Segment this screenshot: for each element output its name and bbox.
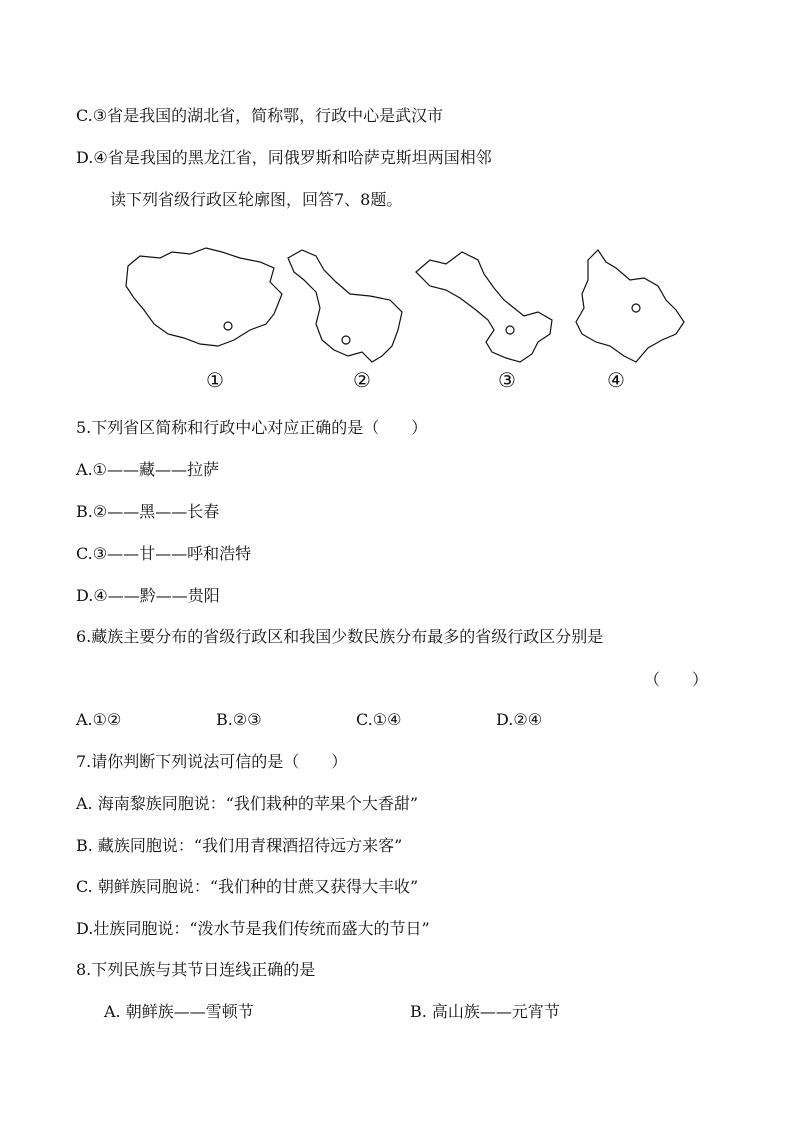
question-7: 7.请你判断下列说法可信的是（ ） bbox=[76, 752, 348, 771]
outline-label-3: ③ bbox=[498, 368, 516, 392]
question-8-option-a: A. 朝鲜族——雪顿节 bbox=[104, 1002, 254, 1021]
question-5: 5.下列省区简称和行政中心对应正确的是（ ） bbox=[76, 418, 428, 437]
question-8: 8.下列民族与其节日连线正确的是 bbox=[76, 960, 316, 979]
question-5-option-d: D.④——黔——贵阳 bbox=[76, 586, 220, 605]
question-7-option-c: C. 朝鲜族同胞说：“我们种的甘蔗又获得大丰收” bbox=[76, 877, 419, 896]
question-5-option-c: C.③——甘——呼和浩特 bbox=[76, 544, 252, 563]
question-7-option-a: A. 海南黎族同胞说：“我们栽种的苹果个大香甜” bbox=[76, 794, 419, 813]
capital-dot-3 bbox=[506, 326, 514, 334]
outline-label-1: ① bbox=[206, 368, 224, 392]
question-6-answer-paren: （ ） bbox=[644, 670, 709, 689]
outline-4 bbox=[576, 250, 684, 362]
question-6-option-a: A.①② bbox=[76, 710, 122, 729]
outline-3 bbox=[416, 252, 552, 362]
question-5-option-a: A.①——藏——拉萨 bbox=[76, 460, 219, 479]
question-6-option-c: C.①④ bbox=[356, 710, 402, 729]
outline-label-2: ② bbox=[353, 368, 371, 392]
question-6: 6.藏族主要分布的省级行政区和我国少数民族分布最多的省级行政区分别是 bbox=[76, 627, 604, 646]
outline-label-4: ④ bbox=[607, 368, 625, 392]
capital-dot-1 bbox=[224, 322, 232, 330]
figure-intro: 读下列省级行政区轮廓图，回答7、8题。 bbox=[110, 190, 403, 209]
outline-2 bbox=[288, 250, 402, 362]
question-8-option-b: B. 高山族——元宵节 bbox=[410, 1002, 560, 1021]
question-7-option-b: B. 藏族同胞说：“我们用青稞酒招待远方来客” bbox=[76, 836, 403, 855]
option-d-previous: D.④省是我国的黑龙江省，同俄罗斯和哈萨克斯坦两国相邻 bbox=[76, 148, 492, 167]
capital-dot-2 bbox=[342, 336, 350, 344]
capital-dot-4 bbox=[632, 304, 640, 312]
option-c-previous: C.③省是我国的湖北省，简称鄂，行政中心是武汉市 bbox=[76, 106, 444, 125]
question-6-option-b: B.②③ bbox=[216, 710, 262, 729]
question-6-option-d: D.②④ bbox=[496, 710, 543, 729]
question-5-option-b: B.②——黑——长春 bbox=[76, 502, 220, 521]
province-outline-figure bbox=[110, 238, 700, 398]
outline-1 bbox=[126, 248, 282, 346]
question-7-option-d: D.壮族同胞说：“泼水节是我们传统而盛大的节日” bbox=[76, 919, 430, 938]
